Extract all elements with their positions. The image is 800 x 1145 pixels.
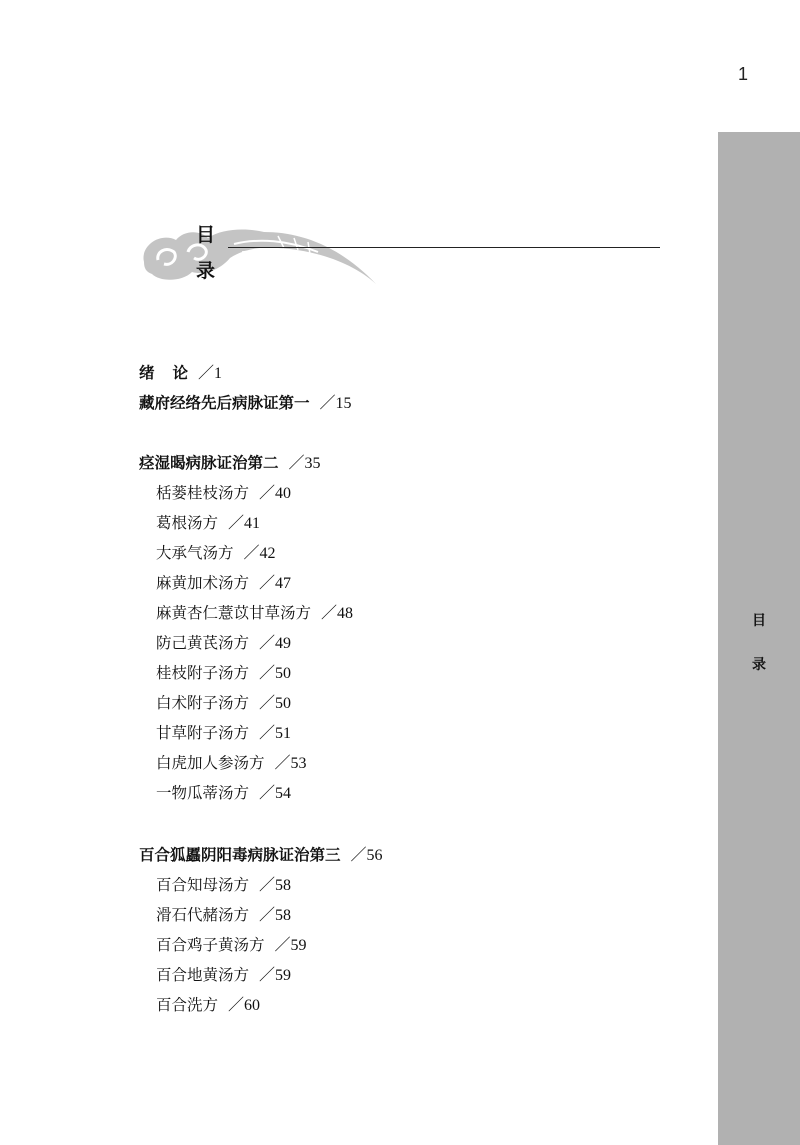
- toc-entry[interactable]: [156, 483, 291, 504]
- toc-entry-title: 栝蒌桂枝汤方: [156, 484, 250, 502]
- toc-entry[interactable]: [156, 573, 291, 594]
- toc-entry[interactable]: [156, 633, 291, 654]
- toc-entry[interactable]: [156, 753, 307, 774]
- toc-intro-title-a: 绪: [139, 364, 155, 382]
- toc-entry[interactable]: [156, 935, 307, 956]
- toc-entry[interactable]: [156, 965, 291, 986]
- toc-page-number: ／53: [274, 755, 307, 772]
- side-tab-char: 录: [752, 657, 766, 673]
- toc-entry-title: 白术附子汤方: [156, 694, 250, 712]
- toc-page-number: ／40: [259, 485, 292, 502]
- toc-page-number: ／56: [350, 847, 383, 864]
- toc-entry-title: 百合地黄汤方: [156, 966, 250, 984]
- toc-page-number: ／49: [259, 635, 292, 652]
- side-tab: [718, 132, 800, 1145]
- toc-chapter-2[interactable]: [139, 453, 321, 474]
- toc-entry[interactable]: [156, 783, 291, 804]
- toc-page-number: ／50: [259, 695, 292, 712]
- toc-page-number: ／60: [228, 997, 261, 1014]
- toc-page-number: ／58: [259, 907, 292, 924]
- toc-entry-title: 葛根汤方: [156, 514, 219, 532]
- toc-page-number: ／41: [228, 515, 261, 532]
- toc-entry[interactable]: [156, 603, 353, 624]
- toc-page-number: ／1: [198, 365, 223, 382]
- toc-entry-title: 百合知母汤方: [156, 876, 250, 894]
- toc-entry-title: 一物瓜蒂汤方: [156, 784, 250, 802]
- toc-entry[interactable]: [156, 995, 260, 1016]
- toc-page-number: ／59: [259, 967, 292, 984]
- toc-entry-title: 桂枝附子汤方: [156, 664, 250, 682]
- toc-chapter-1[interactable]: [139, 393, 352, 414]
- toc-entry[interactable]: [156, 875, 291, 896]
- toc-entry-title: 白虎加人参汤方: [156, 754, 265, 772]
- toc-page-number: ／42: [243, 545, 276, 562]
- toc-page-number: ／59: [274, 937, 307, 954]
- toc-entry[interactable]: [156, 543, 276, 564]
- toc-heading-char: 目: [196, 224, 216, 246]
- toc-page-number: ／15: [319, 395, 352, 412]
- toc-chapter-title: 藏府经络先后病脉证第一: [139, 394, 310, 412]
- toc-page-number: ／54: [259, 785, 292, 802]
- toc-intro[interactable]: [139, 363, 222, 384]
- toc-chapter-title: 百合狐䘌阴阳毒病脉证治第三: [139, 846, 341, 864]
- toc-entry[interactable]: [156, 693, 291, 714]
- toc-entry-title: 麻黄加术汤方: [156, 574, 250, 592]
- side-tab-char: 目: [752, 613, 766, 629]
- toc-entry-title: 百合鸡子黄汤方: [156, 936, 265, 954]
- toc-entry-title: 甘草附子汤方: [156, 724, 250, 742]
- toc-intro-title-b: 论: [172, 364, 189, 382]
- toc-entry[interactable]: [156, 905, 291, 926]
- toc-page-number: ／35: [288, 455, 321, 472]
- page-number: 1: [738, 64, 749, 84]
- toc-page-number: ／50: [259, 665, 292, 682]
- toc-page-number: ／58: [259, 877, 292, 894]
- toc-page-number: ／47: [259, 575, 292, 592]
- toc-entry[interactable]: [156, 513, 260, 534]
- toc-chapter-title: 痉湿暍病脉证治第二: [139, 454, 279, 472]
- toc-entry[interactable]: [156, 663, 291, 684]
- heading-rule: [228, 247, 660, 248]
- toc-entry-title: 滑石代赭汤方: [156, 906, 250, 924]
- cloud-ornament-icon: [138, 218, 383, 290]
- toc-chapter-3[interactable]: [139, 845, 383, 866]
- toc-entry-title: 百合洗方: [156, 996, 219, 1014]
- toc-heading-char: 录: [196, 260, 216, 282]
- toc-page-number: ／48: [321, 605, 354, 622]
- toc-page-number: ／51: [259, 725, 292, 742]
- toc-entry-title: 大承气汤方: [156, 544, 234, 562]
- toc-entry-title: 防己黄芪汤方: [156, 634, 250, 652]
- toc-entry[interactable]: [156, 723, 291, 744]
- toc-entry-title: 麻黄杏仁薏苡甘草汤方: [156, 604, 312, 622]
